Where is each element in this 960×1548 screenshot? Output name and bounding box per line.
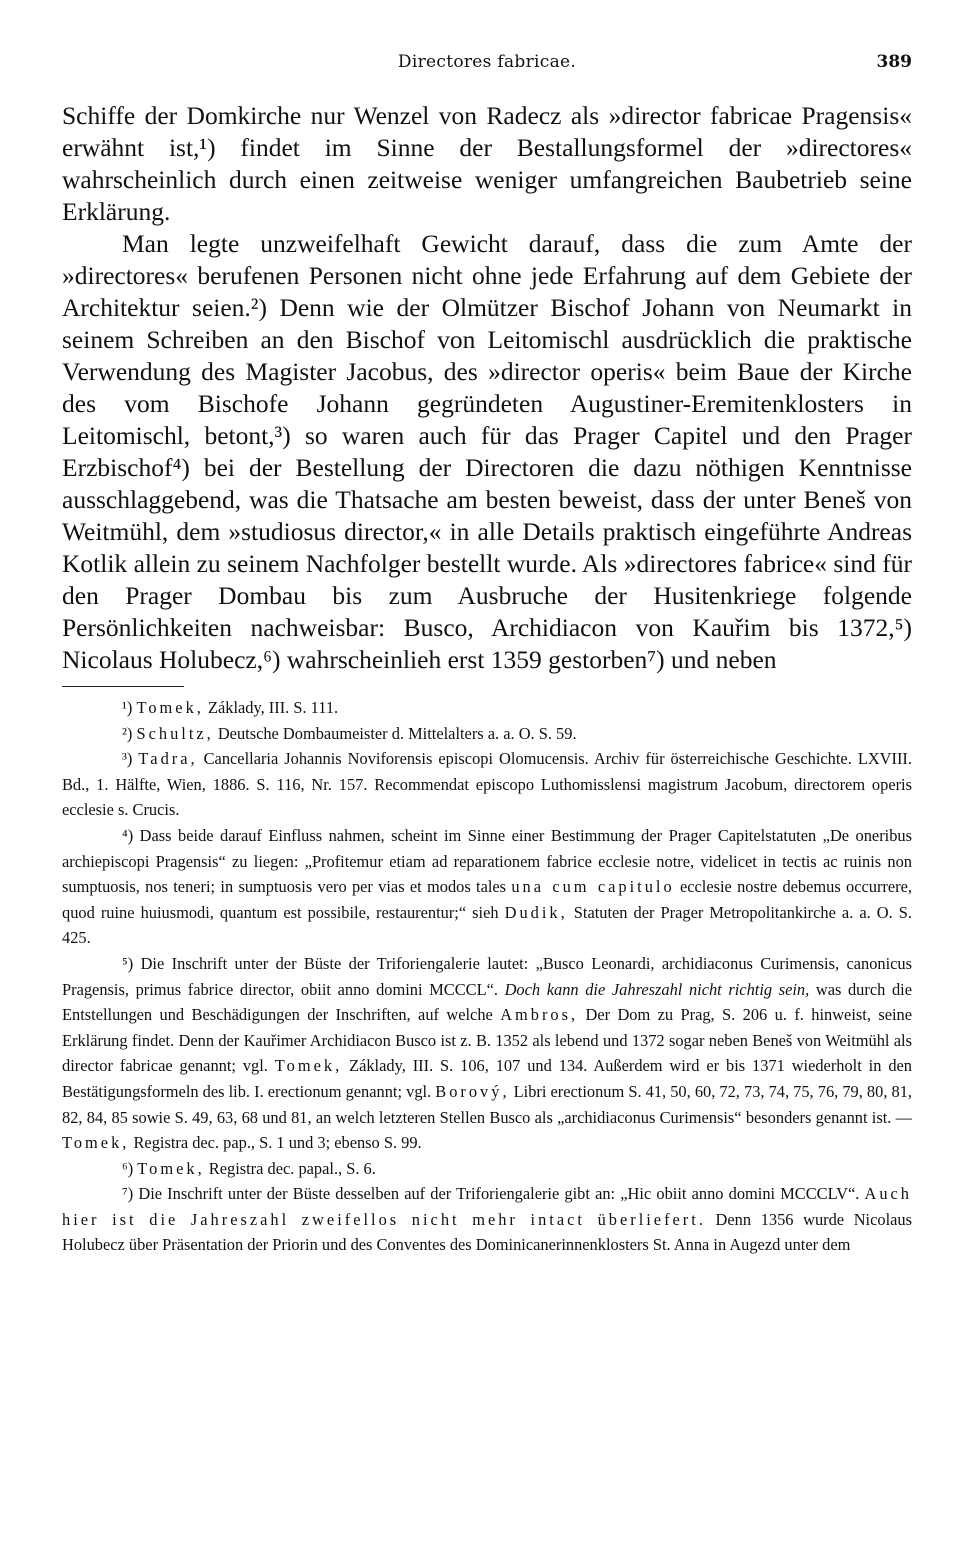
footnote-text: Der Dom zu Prag, S. 206 u. f. hinweist, seine Erklärung findet. Denn der Kauřimer Archidiacon Busco ist z. B. 1352 als lebend und 1372 sogar neben Beneš von Weitmühl als director fabricae genannt; vgl. [62, 1005, 912, 1076]
author-name: Tomek, [274, 1056, 343, 1076]
footnote-mark: ⁵) [122, 953, 134, 973]
footnote-2 [62, 721, 912, 747]
footnote-mark: ⁴) [122, 825, 134, 845]
footnote-7 [62, 1181, 912, 1258]
book-page [62, 52, 912, 1258]
paragraph: Man legte unzweifelhaft Gewicht darauf, dass die zum Amte der »directores« berufenen Personen nicht ohne jede Erfahrung auf dem Gebiete der Architektur seien.²) Denn wie der Olmützer Bischof Johann von Neumarkt in seinem Schreiben an den Bischof von Leitomischl ausdrücklich die praktische Verwendung des Magister Jacobus, des »director operis« beim Baue der Kirche des vom Bischofe Johann gegründeten Augustiner-Eremitenklosters in Leitomischl, betont,³) so waren auch für das Prager Capitel und den Prager Erzbischof⁴) bei der Bestellung der Directoren die dazu nöthigen Kenntnisse ausschlaggebend, was die Thatsache am besten beweist, dass der unter Beneš von Weitmühl, dem »studiosus director,« in alle Details praktisch eingeführte Andreas Kotlik allein zu seinem Nachfolger bestellt wurde. Als »directores fabrice« sind für den Prager Dombau bis zum Ausbruche der Husitenkriege folgende Persönlichkeiten nachweisbar: Busco, Archidiacon von Kauřim bis 1372,⁵) Nicolaus Holubecz,⁶) wahrscheinlieh erst 1359 gestorben⁷) und neben [62, 229, 912, 674]
main-text [62, 100, 912, 676]
footnote-mark: ⁶) [122, 1158, 134, 1178]
footnote-mark: ²) [122, 723, 133, 743]
footnote-text: Registra dec. papal., S. 6. [204, 1158, 376, 1178]
footnote-text: Deutsche Dombaumeister d. Mittelalters a. a. O. S. 59. [213, 723, 577, 743]
footnote-3 [62, 746, 912, 823]
footnotes [62, 695, 912, 1258]
footnote-4 [62, 823, 912, 951]
footnote-text: was durch die Entstellungen und Beschädigungen der Inschriften, auf welche [62, 979, 912, 1025]
footnote-mark: ⁷) [122, 1184, 134, 1204]
author-name: Tomek, [62, 1133, 130, 1153]
spaced-phrase: Auch hier ist die Jahreszahl zweifellos nicht mehr intact überliefert. [62, 1184, 912, 1229]
footnote-5 [62, 951, 912, 1156]
footnote-text: Denn 1356 wurde Nicolaus Holubecz über Präsentation der Priorin und des Conventes des Dominicanerinnenklosters St. Anna in Augezd unter dem [62, 1209, 912, 1255]
footnote-text: Dass beide darauf Einfluss nahmen, scheint im Sinne einer Bestimmung der Prager Capitelstatuten „De oneribus archiepiscopi Pragensis“ zu liegen: „Profitemur etiam ad reparationem fabrice ecclesie notre, videlicet in tectis ac ruinis non sumptuosis, nos teneri; in sumptuosis vero per vias et modos tales [62, 825, 912, 897]
footnote-1 [62, 695, 912, 721]
author-name: Tadra, [138, 749, 198, 769]
author-name: Borový, [435, 1081, 510, 1101]
footnote-text: Libri erectionum S. 41, 50, 60, 72, 73, 74, 75, 76, 79, 80, 81, 82, 84, 85 sowie S. 49, 63, 68 und 81, an welch letzteren Stellen Busco als „archidiaconus Curimensis“ besonders genannt ist. — [62, 1081, 912, 1127]
footnote-text: Statuten der Prager Metropolitankirche a. a. O. S. 425. [62, 902, 912, 948]
running-head [62, 52, 912, 88]
footnote-text: ecclesie nostre debemus occurrere, quod ruine huiusmodi, quantum est possibile, restaurentur;“ sieh [62, 877, 912, 922]
author-name: Ambros, [500, 1005, 579, 1025]
page-number: 389 [876, 52, 912, 72]
running-title: Directores fabricae. [397, 52, 577, 72]
footnote-text: Registra dec. pap., S. 1 und 3; ebenso S. 99. [129, 1133, 422, 1153]
footnote-mark: ³) [122, 749, 133, 769]
author-name: Schultz, [136, 723, 214, 743]
author-name: Tomek, [137, 1158, 205, 1178]
footnote-text: Die Inschrift unter der Büste der Triforiengalerie lautet: „Busco Leonardi, archidiaconus Curimensis, canonicus Pragensis, primus fabrice director, obiit anno domini MCCCL“. [62, 953, 912, 999]
footnote-mark: ¹) [122, 698, 133, 717]
footnote-6 [62, 1156, 912, 1182]
spaced-phrase: una cum capitulo [511, 877, 675, 897]
paragraph-continued: Schiffe der Domkirche nur Wenzel von Radecz als »director fabricae Pragensis« erwähnt ist,¹) findet im Sinne der Bestallungsformel der »directores« wahrscheinlich durch einen zeitweise weniger umfangreichen Baubetrieb seine Erklärung. [62, 101, 912, 226]
italic-phrase: Doch kann die Jahreszahl nicht richtig sein, [504, 979, 810, 999]
author-name: Dudik, [504, 902, 568, 922]
footnote-text: Základy, III. S. 106, 107 und 134. Außerdem wird er bis 1371 wiederholt in den Bestätigungsformeln des lib. I. erectionum genannt; vgl. [62, 1056, 912, 1101]
footnote-text: Cancellaria Johannis Noviforensis episcopi Olomucensis. Archiv für österreichische Geschichte. LXVIII. Bd., 1. Hälfte, Wien, 1886. S. 116, Nr. 157. Recommendat episcopo Luthomisslensi magistrum Jacobum, directorem operis ecclesie s. Crucis. [62, 749, 912, 820]
author-name: Tomek, [136, 698, 204, 717]
footnote-text: Základy, III. S. 111. [203, 698, 339, 717]
footnote-text: Die Inschrift unter der Büste desselben auf der Triforiengalerie gibt an: „Hic obiit anno domini MCCCLV“. [133, 1184, 865, 1204]
footnote-rule [62, 686, 184, 687]
